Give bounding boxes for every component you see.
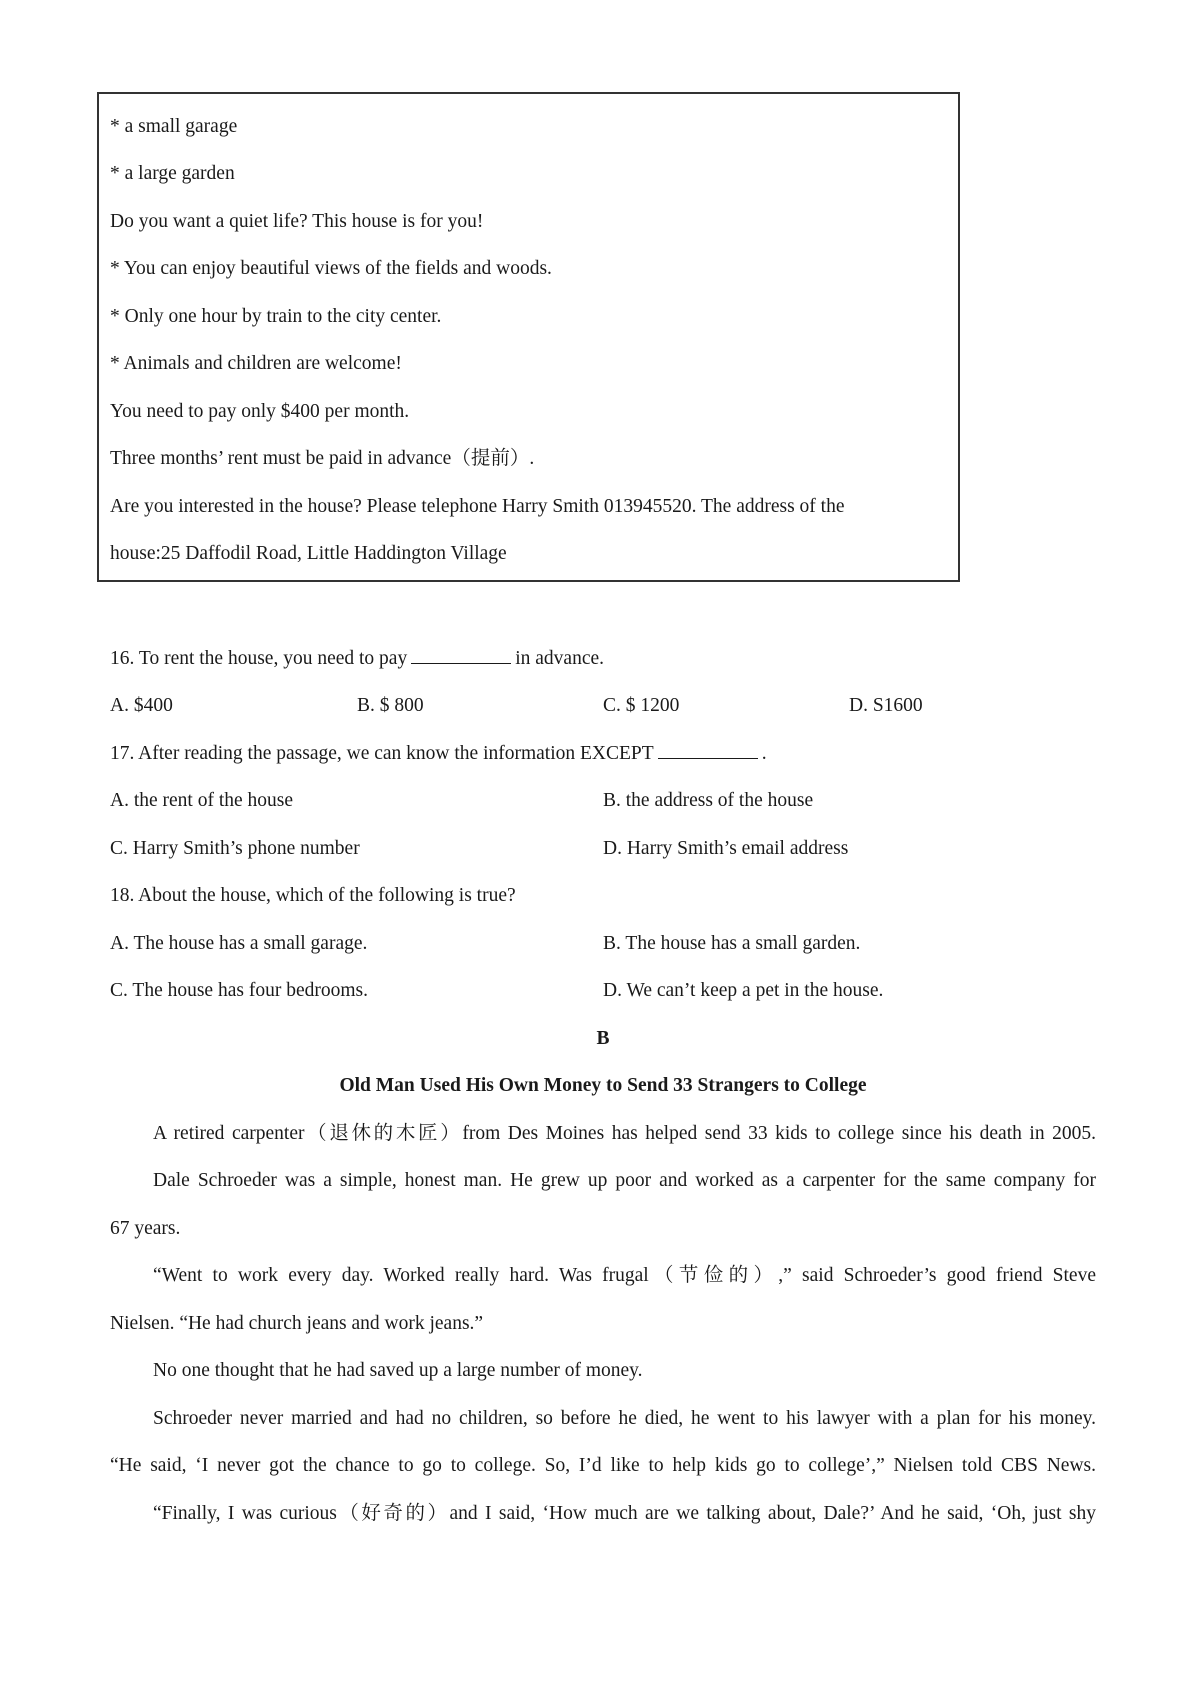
ad-train: * Only one hour by train to the city center. — [110, 306, 442, 327]
question-17-option-d[interactable]: D. Harry Smith’s email address — [603, 838, 849, 859]
question-17-stem-before: 17. After reading the passage, we can know the information EXCEPT — [110, 743, 654, 764]
article-paragraph-line: “Went to work every day. Worked really hard. Was frugal（节俭的）,” said Schroeder’s good friend Steve — [153, 1265, 1096, 1286]
question-16-stem-after: in advance. — [515, 648, 605, 669]
question-17-option-c[interactable]: C. Harry Smith’s phone number — [110, 838, 360, 859]
question-17-stem — [110, 744, 767, 764]
question-18-option-a[interactable]: A. The house has a small garage. — [110, 933, 368, 954]
question-16-option-a[interactable]: A. $400 — [110, 695, 173, 716]
question-18-option-d[interactable]: D. We can’t keep a pet in the house. — [603, 980, 884, 1001]
article-paragraph-line: No one thought that he had saved up a large number of money. — [153, 1360, 643, 1381]
answer-blank — [411, 662, 511, 664]
question-18-option-b[interactable]: B. The house has a small garden. — [603, 933, 861, 954]
question-16-stem-before: 16. To rent the house, you need to pay — [110, 648, 408, 669]
section-b-label: B — [596, 1028, 610, 1049]
question-17-option-a[interactable]: A. the rent of the house — [110, 790, 294, 811]
ad-feature-garage: * a small garage — [110, 116, 238, 137]
question-17-option-b[interactable]: B. the address of the house — [603, 790, 814, 811]
article-paragraph-line: “Finally, I was curious（好奇的）and I said, ‘How much are we talking about, Dale?’ And he said, ‘Oh, just shy — [153, 1503, 1096, 1524]
ad-contact: Are you interested in the house? Please telephone Harry Smith 013945520. The address of the — [110, 496, 845, 517]
question-18-stem: 18. About the house, which of the following is true? — [110, 885, 516, 906]
article-paragraph-line: Schroeder never married and had no children, so before he died, he went to his lawyer with a plan for his money. — [153, 1408, 1096, 1429]
question-16-stem — [110, 649, 604, 669]
article-title: Old Man Used His Own Money to Send 33 Strangers to College — [339, 1075, 867, 1096]
question-16-option-c[interactable]: C. $ 1200 — [603, 695, 680, 716]
question-18-option-c[interactable]: C. The house has four bedrooms. — [110, 980, 368, 1001]
answer-blank — [658, 757, 758, 759]
ad-quiet-life: Do you want a quiet life? This house is for you! — [110, 211, 484, 232]
ad-animals: * Animals and children are welcome! — [110, 353, 402, 374]
question-16-option-b[interactable]: B. $ 800 — [357, 695, 424, 716]
article-paragraph-line: “He said, ‘I never got the chance to go to college. So, I’d like to help kids go to college’,” Nielsen told CBS News. — [110, 1455, 1096, 1476]
question-16-option-d[interactable]: D. S1600 — [849, 695, 923, 716]
question-17-stem-after: . — [761, 743, 767, 764]
ad-address: house:25 Daffodil Road, Little Haddington Village — [110, 543, 507, 564]
ad-feature-garden: * a large garden — [110, 163, 235, 184]
article-paragraph-line: 67 years. — [110, 1218, 181, 1239]
ad-advance-rent: Three months’ rent must be paid in advance（提前）. — [110, 448, 535, 469]
article-paragraph-line: A retired carpenter（退休的木匠）from Des Moines has helped send 33 kids to college since his death in 2005. — [153, 1123, 1096, 1144]
article-paragraph-line: Nielsen. “He had church jeans and work jeans.” — [110, 1313, 484, 1334]
ad-views: * You can enjoy beautiful views of the fields and woods. — [110, 258, 552, 279]
ad-price: You need to pay only $400 per month. — [110, 401, 410, 422]
article-paragraph-line: Dale Schroeder was a simple, honest man. He grew up poor and worked as a carpenter for the same company for — [153, 1170, 1096, 1191]
